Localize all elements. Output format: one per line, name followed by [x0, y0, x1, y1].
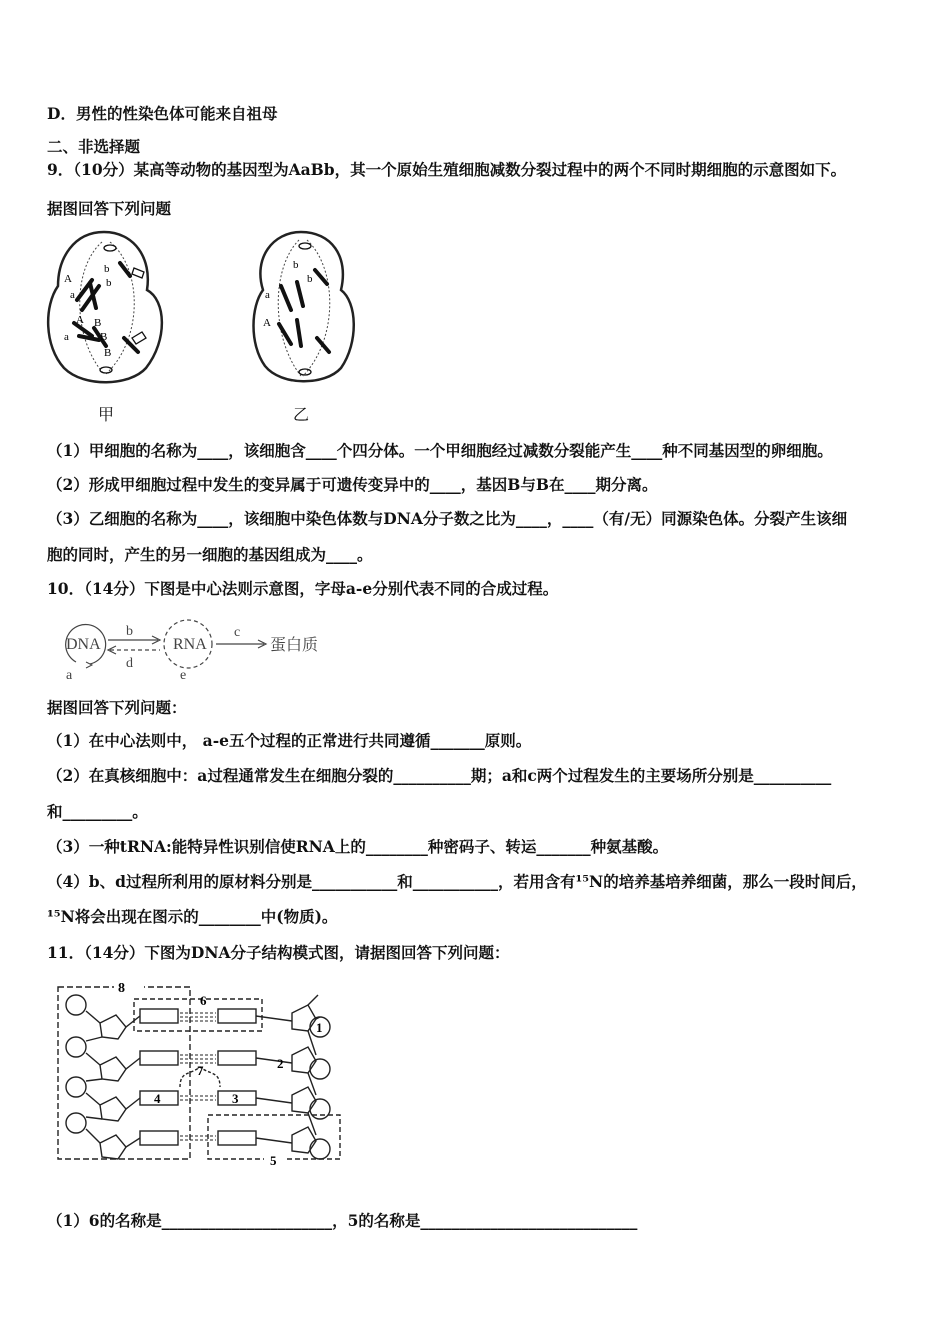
- q10-4a: （4）b、d过程所利用的原材料分别是___________和___________，若用含有¹⁵N的培养基培养细菌，那么一段时间后，: [47, 872, 867, 891]
- dna-label-2: 2: [277, 1056, 284, 1071]
- label-a: a: [265, 289, 270, 301]
- dogma-a: a: [66, 668, 73, 682]
- label-A-1: A: [64, 273, 72, 285]
- cell-yi-figure: [251, 228, 361, 388]
- label-B-1: B: [94, 317, 102, 329]
- q9-2: （2）形成甲细胞过程中发生的变异属于可遗传变异中的____，基因B与B在____期分离。: [47, 475, 658, 494]
- dna-model-figure: [54, 975, 354, 1170]
- q9-intro: 9．（10分）某高等动物的基因型为AaBb，其一个原始生殖细胞减数分裂过程中的两个不同时期细胞的示意图如下。: [47, 160, 847, 179]
- q10-3: （3）一种tRNA:能特异性识别信使RNA上的________种密码子、转运_______种氨基酸。: [47, 837, 669, 856]
- q11-intro: 11．（14分）下图为DNA分子结构模式图，请据图回答下列问题：: [47, 943, 510, 962]
- dogma-d: d: [126, 656, 133, 671]
- q9-prompt: 据图回答下列问题: [47, 199, 172, 218]
- q10-2a: （2）在真核细胞中：a过程通常发生在细胞分裂的__________期；a和c两个过程发生的主要场所分别是__________: [47, 766, 832, 785]
- dna-label-8: 8: [118, 981, 125, 996]
- cell-jia-caption: 甲: [98, 405, 115, 424]
- q11-1: （1）6的名称是______________________，5的名称是____________________________: [47, 1211, 638, 1230]
- q9-3a: （3）乙细胞的名称为____，该细胞中染色体数与DNA分子数之比为____，____（有/无）同源染色体。分裂产生该细: [47, 509, 848, 528]
- central-dogma-figure: [46, 612, 346, 682]
- dna-label-1: 1: [316, 1020, 323, 1035]
- cell-yi-caption: 乙: [293, 405, 310, 424]
- label-A-2: A: [76, 314, 84, 326]
- dogma-b: b: [126, 624, 133, 639]
- cell-jia-figure: [44, 228, 169, 388]
- q10-4b: ¹⁵N将会出现在图示的________中(物质)。: [47, 907, 338, 926]
- label-b-1: b: [293, 259, 299, 271]
- dogma-rna: RNA: [173, 636, 207, 653]
- label-B-3: B: [104, 347, 112, 359]
- dna-label-6: 6: [200, 993, 207, 1008]
- label-b-2: b: [106, 277, 112, 289]
- label-b-2: b: [307, 273, 313, 285]
- q10-1: （1）在中心法则中， a-e五个过程的正常进行共同遵循_______原则。: [47, 731, 532, 750]
- label-a-2: a: [64, 331, 69, 343]
- dna-label-7: 7: [197, 1063, 204, 1078]
- q9-1: （1）甲细胞的名称为____，该细胞含____个四分体。一个甲细胞经过减数分裂能产生____种不同基因型的卵细胞。: [47, 441, 833, 460]
- dogma-e: e: [180, 668, 187, 682]
- dogma-c: c: [234, 625, 241, 640]
- dogma-dna: DNA: [66, 636, 101, 653]
- label-B-2: B: [100, 331, 108, 343]
- dna-label-3: 3: [232, 1091, 239, 1106]
- dogma-protein: 蛋白质: [270, 637, 319, 654]
- q10-intro: 10．（14分）下图是中心法则示意图，字母a-e分别代表不同的合成过程。: [47, 579, 559, 598]
- option-d: D．男性的性染色体可能来自祖母: [47, 104, 278, 123]
- label-b-1: b: [104, 263, 110, 275]
- dna-label-4: 4: [154, 1091, 161, 1106]
- label-A: A: [263, 317, 271, 329]
- label-a-1: a: [70, 289, 75, 301]
- q10-2b: 和_________。: [47, 802, 148, 821]
- q10-prompt: 据图回答下列问题：: [47, 698, 187, 717]
- q9-3b: 胞的同时，产生的另一细胞的基因组成为____。: [47, 545, 373, 564]
- dna-label-5: 5: [270, 1153, 277, 1168]
- section-heading: 二、非选择题: [47, 137, 141, 156]
